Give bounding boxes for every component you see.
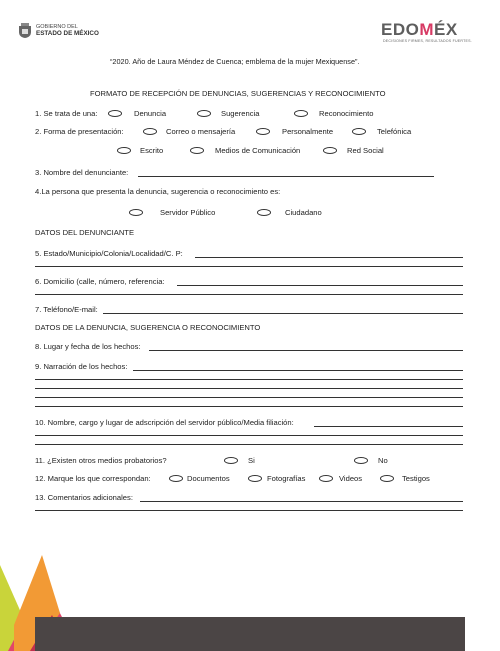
radio-servidor-publico[interactable] — [129, 209, 143, 216]
radio-fotografias[interactable] — [248, 475, 262, 482]
section-denuncia: DATOS DE LA DENUNCIA, SUGERENCIA O RECONOCIMIENTO — [35, 323, 261, 332]
gov-line-2: ESTADO DE MÉXICO — [36, 30, 99, 37]
option-correo: Correo o mensajería — [166, 127, 236, 136]
q11-label: 11. ¿Existen otros medios probatorios? — [35, 456, 167, 465]
edomex-logo: EDOMÉX — [381, 20, 458, 39]
radio-testigos[interactable] — [380, 475, 394, 482]
q6-label: 6. Domicilio (calle, número, referencia: — [35, 277, 165, 286]
radio-documentos[interactable] — [169, 475, 183, 482]
q8-field[interactable] — [149, 350, 463, 351]
option-documentos: Documentos — [187, 474, 230, 483]
q10-field-2[interactable] — [35, 435, 463, 436]
q4-label: 4.La persona que presenta la denuncia, sugerencia o reconocimiento es: — [35, 187, 281, 196]
option-testigos: Testigos — [402, 474, 430, 483]
q3-label: 3. Nombre del denunciante: — [35, 168, 129, 177]
q10-field[interactable] — [314, 426, 463, 427]
q9-field-4[interactable] — [35, 397, 463, 398]
option-servidor-publico: Servidor Público — [160, 208, 216, 217]
q13-field-2[interactable] — [35, 510, 463, 511]
option-denuncia: Denuncia — [134, 109, 167, 118]
q7-label: 7. Teléfono/E-mail: — [35, 305, 98, 314]
q10-field-3[interactable] — [35, 444, 463, 445]
radio-denuncia[interactable] — [108, 110, 122, 117]
form-title: FORMATO DE RECEPCIÓN DE DENUNCIAS, SUGERENCIAS Y RECONOCIMIENTO — [90, 89, 386, 98]
section-denunciante: DATOS DEL DENUNCIANTE — [35, 228, 135, 237]
q8-label: 8. Lugar y fecha de los hechos: — [35, 342, 141, 351]
edomex-tagline: DECISIONES FIRMES, RESULTADOS FUERTES. — [383, 39, 472, 43]
radio-red-social[interactable] — [323, 147, 337, 154]
motto: “2020. Año de Laura Méndez de Cuenca; emblema de la mujer Mexiquense”. — [110, 57, 360, 66]
state-seal-icon — [17, 22, 33, 39]
option-telefonica: Telefónica — [377, 127, 412, 136]
q13-field[interactable] — [140, 501, 463, 502]
radio-personalmente[interactable] — [256, 128, 270, 135]
radio-ciudadano[interactable] — [257, 209, 271, 216]
q5-label: 5. Estado/Municipio/Colonia/Localidad/C. P: — [35, 249, 183, 258]
q6-field[interactable] — [177, 285, 463, 286]
option-personalmente: Personalmente — [282, 127, 334, 136]
q5-field[interactable] — [195, 257, 463, 258]
radio-escrito[interactable] — [117, 147, 131, 154]
option-medios: Medios de Comunicación — [215, 146, 301, 155]
radio-videos[interactable] — [319, 475, 333, 482]
q7-field[interactable] — [103, 313, 463, 314]
q9-label: 9. Narración de los hechos: — [35, 362, 128, 371]
q9-field-3[interactable] — [35, 388, 463, 389]
option-red-social: Red Social — [347, 146, 384, 155]
option-si: Si — [248, 456, 255, 465]
radio-sugerencia[interactable] — [197, 110, 211, 117]
q9-field[interactable] — [133, 370, 463, 371]
radio-si[interactable] — [224, 457, 238, 464]
option-sugerencia: Sugerencia — [221, 109, 260, 118]
q9-field-2[interactable] — [35, 379, 463, 380]
option-reconocimiento: Reconocimiento — [319, 109, 374, 118]
option-ciudadano: Ciudadano — [285, 208, 322, 217]
option-videos: Videos — [339, 474, 363, 483]
radio-no[interactable] — [354, 457, 368, 464]
gov-line-1: GOBIERNO DEL — [36, 24, 78, 30]
q5-field-2[interactable] — [35, 266, 463, 267]
q12-label: 12. Marque los que correspondan: — [35, 474, 151, 483]
radio-telefonica[interactable] — [352, 128, 366, 135]
radio-reconocimiento[interactable] — [294, 110, 308, 117]
footer-bar — [35, 617, 465, 651]
option-fotografias: Fotografías — [267, 474, 306, 483]
radio-correo[interactable] — [143, 128, 157, 135]
q1-label: 1. Se trata de una: — [35, 109, 98, 118]
q10-label: 10. Nombre, cargo y lugar de adscripción del servidor público/Media filiación: — [35, 418, 294, 427]
q6-field-2[interactable] — [35, 294, 463, 295]
q3-field[interactable] — [138, 176, 434, 177]
q13-label: 13. Comentarios adicionales: — [35, 493, 133, 502]
q2-label: 2. Forma de presentación: — [35, 127, 124, 136]
radio-medios[interactable] — [190, 147, 204, 154]
government-logo — [17, 22, 99, 39]
q9-field-5[interactable] — [35, 406, 463, 407]
option-escrito: Escrito — [140, 146, 164, 155]
option-no: No — [378, 456, 388, 465]
